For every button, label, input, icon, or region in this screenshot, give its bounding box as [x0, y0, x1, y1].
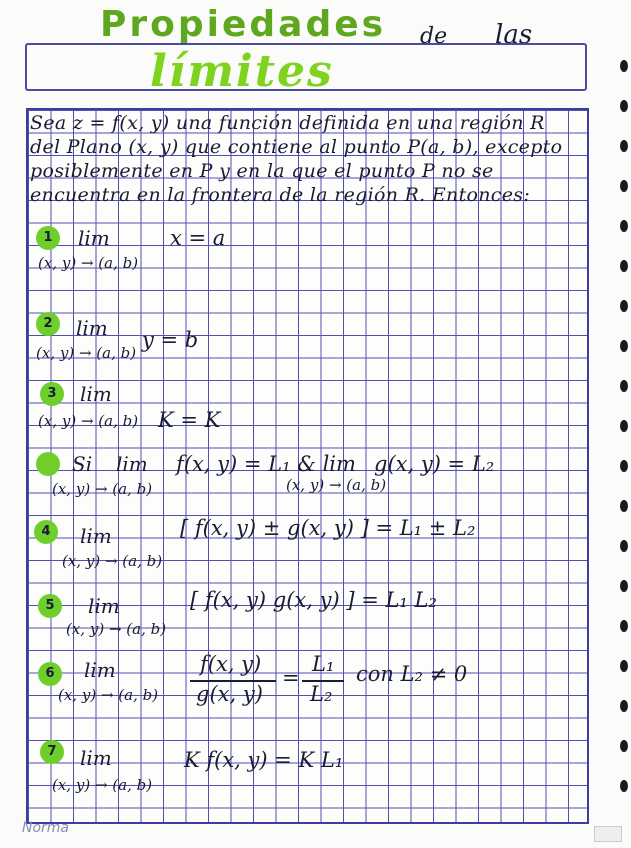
property-6-equals: = [282, 666, 300, 690]
hypothesis-bullet [36, 452, 60, 476]
intro-line-3: posiblemente en P y en la que el punto P no se [30, 160, 494, 182]
property-5-lim: lim [88, 594, 120, 618]
property-3-lim: lim [80, 382, 112, 406]
property-2-expr: y = b [142, 328, 199, 352]
hypothesis-expr-1: f(x, y) = L₁ & lim [176, 452, 356, 476]
property-6-lim: lim [84, 658, 116, 682]
title-de: de [420, 24, 448, 49]
intro-line-4: encuentra en la frontera de la región R. Entonces: [30, 184, 531, 206]
property-1-sub: (x, y) → (a, b) [38, 254, 139, 272]
property-7-sub: (x, y) → (a, b) [52, 776, 153, 794]
property-4-lim: lim [80, 524, 112, 548]
property-3-expr: K = K [158, 408, 221, 432]
hypothesis-si: Si [72, 452, 93, 476]
property-6-numerator-2: L₁ [312, 652, 335, 676]
property-6-sub: (x, y) → (a, b) [58, 686, 159, 704]
property-5-sub: (x, y) → (a, b) [66, 620, 167, 638]
property-7-lim: lim [80, 746, 112, 770]
title-propiedades: Propiedades [100, 4, 387, 45]
property-3-sub: (x, y) → (a, b) [38, 412, 139, 430]
property-1-lim: lim [78, 226, 110, 250]
property-1-number: 1 [36, 226, 60, 250]
title-las: las [495, 20, 533, 50]
property-7-number: 7 [40, 740, 64, 764]
title-limites: límites [150, 46, 334, 97]
property-1-expr: x = a [170, 226, 226, 250]
property-6-number: 6 [38, 662, 62, 686]
intro-line-2: del Plano (x, y) que contiene al punto P(a, b), excepto [30, 136, 563, 158]
hypothesis-sub-2: (x, y) → (a, b) [286, 476, 387, 494]
binding-holes [615, 60, 631, 840]
property-6-denominator: g(x, y) [196, 682, 263, 706]
property-2-lim: lim [76, 316, 108, 340]
property-2-number: 2 [36, 312, 60, 336]
property-3-number: 3 [40, 382, 64, 406]
property-4-sub: (x, y) → (a, b) [62, 552, 163, 570]
property-5-expr: [ f(x, y) g(x, y) ] = L₁ L₂ [190, 588, 437, 612]
scanner-badge-icon [594, 826, 622, 842]
property-4-expr: [ f(x, y) ± g(x, y) ] = L₁ ± L₂ [180, 516, 476, 540]
hypothesis-expr-2: g(x, y) = L₂ [374, 452, 495, 476]
property-6-denominator-2: L₂ [310, 682, 333, 706]
notebook-brand: Norma [22, 820, 70, 836]
property-4-number: 4 [34, 520, 58, 544]
hypothesis-sub: (x, y) → (a, b) [52, 480, 153, 498]
property-2-sub: (x, y) → (a, b) [36, 344, 137, 362]
property-6-numerator: f(x, y) [200, 652, 262, 676]
property-7-expr: K f(x, y) = K L₁ [184, 748, 344, 772]
property-5-number: 5 [38, 594, 62, 618]
intro-line-1: Sea z = f(x, y) una función definida en una región R [30, 112, 545, 134]
property-6-condition: con L₂ ≠ 0 [356, 662, 468, 686]
hypothesis-lim: lim [116, 452, 148, 476]
